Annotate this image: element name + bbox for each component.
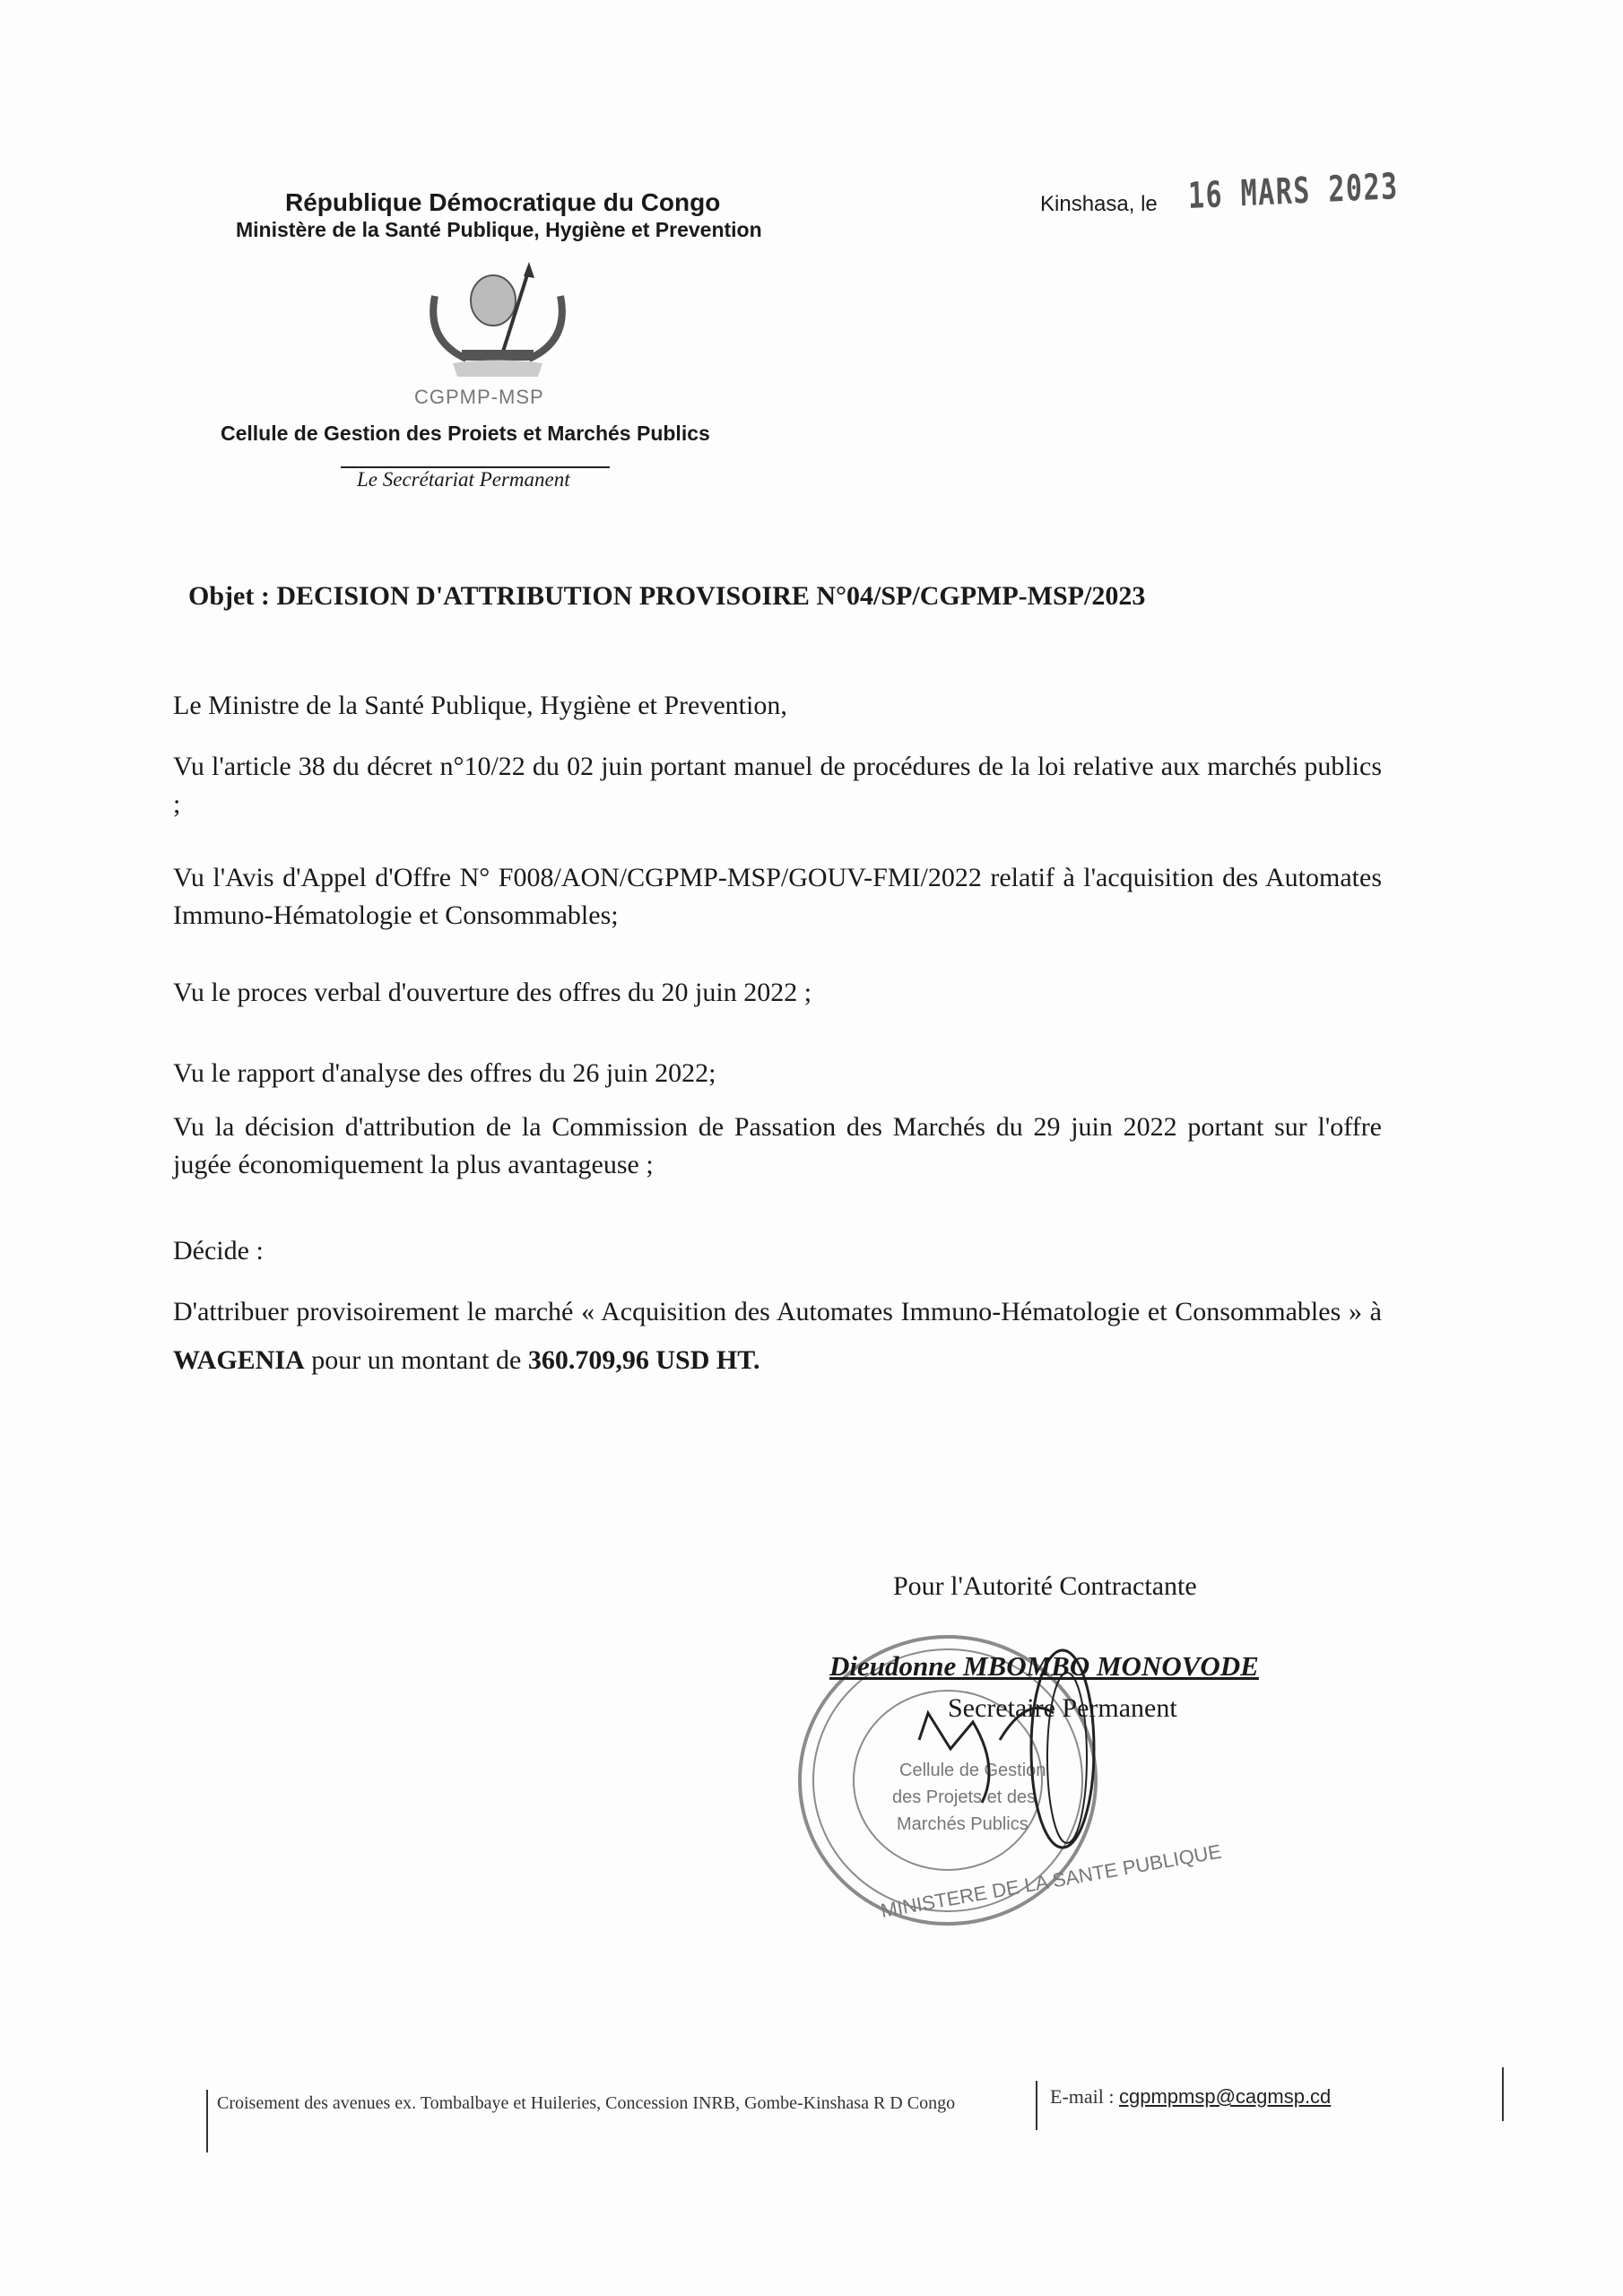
awardee: WAGENIA [173, 1345, 305, 1375]
signatory-name: Dieudonne MBOMBO MONOVODE [829, 1650, 1259, 1682]
decision-text: D'attribuer provisoirement le marché « Acquisition des Automates Immuno-Hématologie et Consommables » à [173, 1297, 1382, 1326]
consideration-5: Vu la décision d'attribution de la Commission de Passation des Marchés du 29 juin 2022 portant sur l'offre jugée économiquement la plus avantageuse ; [173, 1112, 1382, 1179]
svg-text:MINISTERE DE LA SANTE PUBLIQUE: MINISTERE DE LA SANTE PUBLIQUE [879, 1839, 1223, 1923]
intro-paragraph: Le Ministre de la Santé Publique, Hygiène et Prevention, [173, 691, 787, 720]
email-link[interactable]: cgpmpmsp@cagmsp.cd [1118, 2085, 1332, 2108]
coat-of-arms-emblem [417, 260, 578, 377]
svg-text:Marchés Publics: Marchés Publics [897, 1814, 1028, 1834]
signatory-title: Secretaire Permanent [948, 1693, 1177, 1723]
consideration-4: Vu le rapport d'analyse des offres du 26 juin 2022; [173, 1058, 716, 1088]
email-label: E-mail : [1050, 2085, 1115, 2108]
consideration-3: Vu le proces verbal d'ouverture des offres du 20 juin 2022 ; [173, 978, 812, 1007]
decision-paragraph [173, 1288, 1382, 1385]
signatory-authority: Pour l'Autorité Contractante [893, 1571, 1197, 1601]
country-name: République Démocratique du Congo [285, 188, 721, 216]
stamp-center-text: Cellule de Gestion [899, 1761, 1046, 1780]
agency-acronym: CGPMP-MSP [414, 386, 544, 408]
decide-heading: Décide : [173, 1236, 264, 1265]
footer-email [1050, 2085, 1331, 2109]
consideration-2: Vu l'Avis d'Appel d'Offre N° F008/AON/CGPMP-MSP/GOUV-FMI/2022 relatif à l'acquisition des Automates Immuno-Hématologie et Consommables; [173, 863, 1382, 930]
subject-label: Objet : [188, 581, 270, 611]
svg-text:des Projets et des: des Projets et des [892, 1787, 1037, 1807]
subject-line [188, 581, 1145, 612]
footer-divider-middle [1036, 2081, 1037, 2130]
place-date-prefix: Kinshasa, le [1040, 192, 1158, 216]
footer-divider-left [206, 2090, 208, 2152]
date-stamp: 16 MARS 2023 [1187, 166, 1400, 217]
ministry-name: Ministère de la Santé Publique, Hygiène et Prevention [236, 218, 762, 241]
footer-address: Croisement des avenues ex. Tombalbaye et Huileries, Concession INRB, Gombe-Kinshasa R D Congo [217, 2093, 956, 2113]
subject-text: DECISION D'ATTRIBUTION PROVISOIRE N°04/SP/CGPMP-MSP/2023 [276, 581, 1146, 611]
decision-mid: pour un montant de [304, 1345, 528, 1375]
unit-name: Cellule de Gestion des Proiets et Marchés Publics [221, 422, 710, 445]
award-amount: 360.709,96 USD HT. [527, 1345, 760, 1375]
footer-divider-right [1502, 2067, 1504, 2121]
consideration-1: Vu l'article 38 du décret n°10/22 du 02 juin portant manuel de procédures de la loi relative aux marchés publics ; [173, 752, 1382, 819]
office-name: Le Secrétariat Permanent [357, 468, 570, 491]
